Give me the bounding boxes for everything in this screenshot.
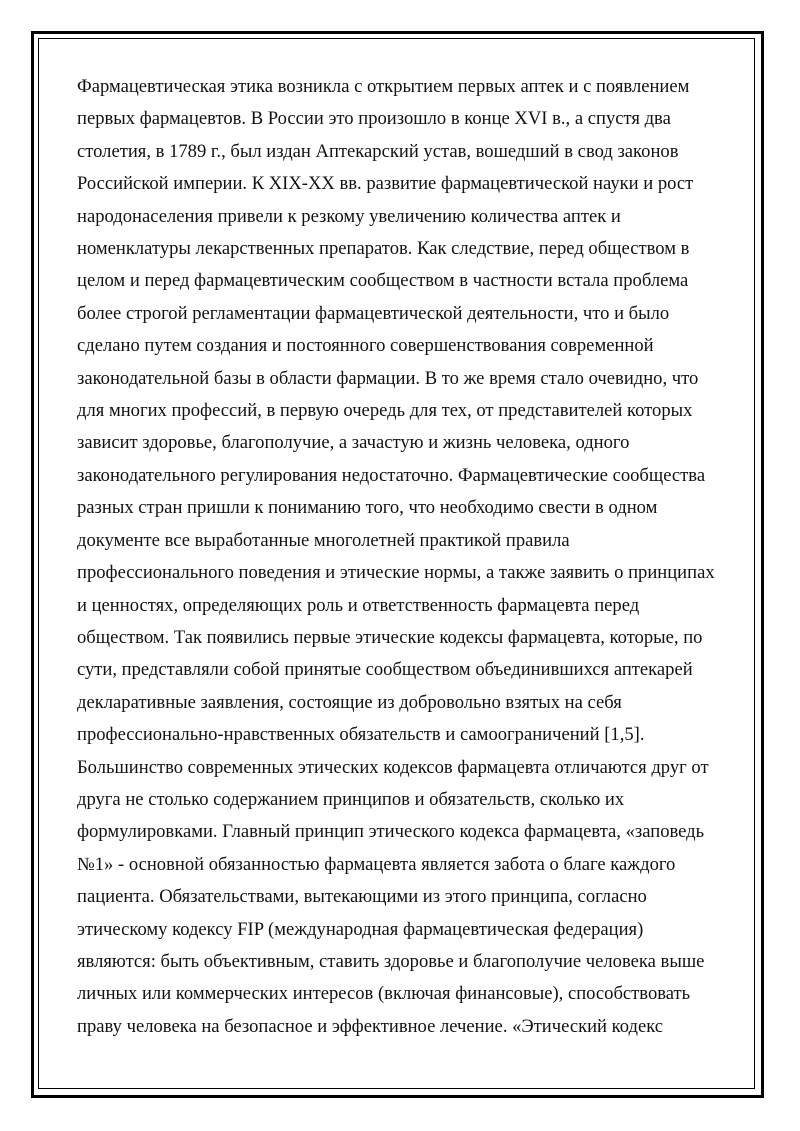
text-line: документе все выработанные многолетней практикой правила	[77, 529, 570, 551]
text-line: Фармацевтическая этика возникла с открытием первых аптек и с появлением	[77, 76, 690, 97]
text-line: первых фармацевтов. В России это произошло в конце XVI в., а спустя два	[77, 108, 671, 130]
text-line: формулировками. Главный принцип этического кодекса фармацевта, «заповедь	[77, 821, 705, 843]
text-line: друга не столько содержанием принципов и обязательств, сколько их	[77, 788, 625, 810]
text-line: столетия, в 1789 г., был издан Аптекарский устав, вошедший в свод законов	[77, 140, 679, 162]
text-line: номенклатуры лекарственных препаратов. Как следствие, перед обществом в	[77, 238, 690, 260]
text-line: №1» - основной обязанностью фармацевта является забота о благе каждого	[77, 853, 676, 875]
text-line: народонаселения привели к резкому увеличению количества аптек и	[77, 205, 621, 227]
text-line: сделано путем создания и постоянного совершенствования современной	[77, 335, 654, 357]
text-line: личных или коммерческих интересов (включая финансовые), способствовать	[77, 983, 691, 1005]
text-line: декларативные заявления, состоящие из добровольно взятых на себя	[77, 691, 622, 713]
text-line: праву человека на безопасное и эффективное лечение. «Этический кодекс	[77, 1015, 664, 1037]
text-line: профессионального поведения и этические нормы, а также заявить о принципах	[77, 562, 715, 584]
text-line: Российской империи. К XIX-XX вв. развитие фармацевтической науки и рост	[77, 173, 694, 195]
text-line: являются: быть объективным, ставить здоровье и благополучие человека выше	[77, 950, 705, 972]
text-line: разных стран пришли к пониманию того, что необходимо свести в одном	[77, 497, 658, 519]
text-line: и ценностях, определяющих роль и ответственность фармацевта перед	[77, 594, 640, 616]
text-line: сути, представляли собой принятые сообществом объединившихся аптекарей	[77, 659, 693, 681]
text-line: обществом. Так появились первые этические кодексы фармацевта, которые, по	[77, 626, 703, 648]
text-line: зависит здоровье, благополучие, а зачастую и жизнь человека, одного	[77, 432, 630, 454]
text-line: законодательной базы в области фармации. В то же время стало очевидно, что	[77, 367, 699, 389]
text-line: более строгой регламентации фармацевтической деятельности, что и было	[77, 302, 670, 324]
text-line: законодательного регулирования недостаточно. Фармацевтические сообщества	[77, 464, 706, 486]
text-line: этическому кодексу FIP (международная фармацевтическая федерация)	[77, 918, 644, 940]
text-line: пациента. Обязательствами, вытекающими из этого принципа, согласно	[77, 886, 647, 908]
text-line: профессионально-нравственных обязательств и самоограничений [1,5].	[77, 724, 645, 746]
text-line: для многих профессий, в первую очередь для тех, от представителей которых	[77, 400, 693, 422]
text-line: Большинство современных этических кодексов фармацевта отличаются друг от	[77, 756, 709, 778]
body-text	[77, 71, 727, 1043]
text-line: целом и перед фармацевтическим сообществом в частности встала проблема	[77, 270, 689, 292]
